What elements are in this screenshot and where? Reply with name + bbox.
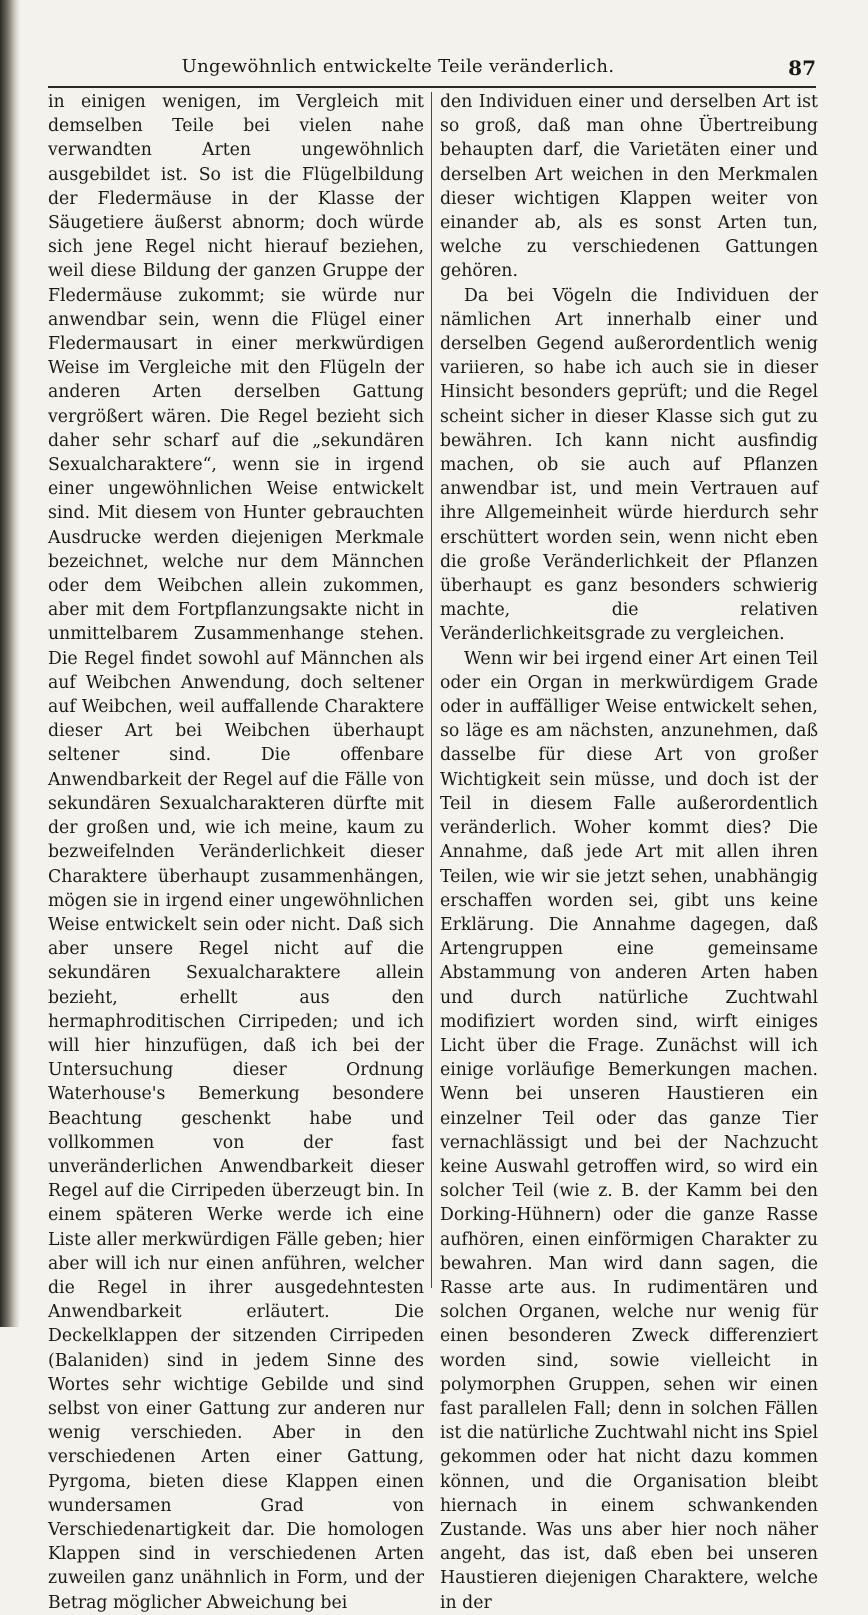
running-title: Ungewöhnlich entwickelte Teile veränderlich.	[181, 56, 615, 77]
page-number: 87	[788, 56, 816, 80]
paragraph: Da bei Vögeln die Individuen der nämlichen Art innerhalb einer und derselben Gegend außerordentlich wenig variieren, so habe ich auch sie in dieser Hinsicht besonders geprüft; und die Regel scheint sicher in dieser Klasse sich gut zu bewähren. Ich kann nicht ausfindig machen, ob sie auch auf Pflanzen anwendbar ist, und mein Vertrauen auf ihre Allgemeinheit würde hierdurch sehr erschüttert worden sein, wenn nicht eben die große Veränderlichkeit der Pflanzen überhaupt es ganz besonders schwierig machte, die relativen Veränderlichkeitsgrade zu vergleichen.	[440, 285, 818, 645]
paragraph: den Individuen einer und derselben Art ist so groß, daß man ohne Übertreibung behaupten darf, die Varietäten einer und derselben Art weichen in den Merkmalen dieser wichtigen Klappen weiter von einander ab, als es sonst Arten tun, welche zu verschiedenen Gattungen gehören.	[440, 92, 818, 282]
header-rule	[48, 86, 816, 88]
right-column	[440, 90, 818, 1613]
page-header	[40, 52, 816, 86]
paragraph: in einigen wenigen, im Vergleich mit demselben Teile bei vielen nahe verwandten Arten ungewöhnlich ausgebildet ist. So ist die Flügelbildung der Fledermäuse in der Klasse der Säugetiere äußerst abnorm; doch würde sich jene Regel nicht hierauf beziehen, weil diese Bildung der ganzen Gruppe der Fledermäuse zukommt; sie würde nur anwendbar sein, wenn die Flügel einer Fledermausart in einer merkwürdigen Weise im Vergleiche mit den Flügeln der anderen Arten derselben Gattung vergrößert wären. Die Regel bezieht sich daher sehr scharf auf die „sekundären Sexualcharaktere“, wenn sie in irgend einer ungewöhnlichen Weise entwickelt sind. Mit diesem von Hunter gebrauchten Ausdrucke werden diejenigen Merkmale bezeichnet, welche nur dem Männchen oder dem Weibchen allein zukommen, aber mit dem Fortpflanzungsakte nicht in unmittelbarem Zusammenhange stehen. Die Regel findet sowohl auf Männchen als auf Weibchen Anwendung, doch seltener auf Weibchen, weil auffallende Charaktere dieser Art bei Weibchen überhaupt seltener sind. Die offenbare Anwendbarkeit der Regel auf die Fälle von sekundären Sexualcharakteren dürfte mit der großen und, wie ich meine, kaum zu bezweifelnden Veränderlichkeit dieser Charaktere überhaupt zusammenhängen, mögen sie in irgend einer ungewöhnlichen Weise entwickelt sein oder nicht. Daß sich aber unsere Regel nicht auf die sekundären Sexualcharaktere allein bezieht, erhellt aus den hermaphroditischen Cirripeden; und ich will hier hinzufügen, daß ich bei der Untersuchung dieser Ordnung Waterhouse's Bemerkung besondere Beachtung geschenkt habe und vollkommen von der fast unveränderlichen Anwendbarkeit dieser Regel auf die Cirripeden überzeugt bin. In einem späteren Werke werde ich eine Liste aller merkwürdigen Fälle geben; hier aber will ich nur einen anführen, welcher die Regel in ihrer ausgedehntesten Anwendbarkeit erläutert. Die Deckelklappen der sitzenden Cirripeden (Balaniden) sind in jedem Sinne des Wortes sehr wichtige Gebilde und sind selbst von einer Gattung zur anderen nur wenig verschieden. Aber in den verschiedenen Arten einer Gattung, Pyrgoma, bieten diese Klappen einen wundersamen Grad von Verschiedenartigkeit dar. Die homologen Klappen sind in verschiedenen Arten zuweilen ganz unähnlich in Form, und der Betrag möglicher Abweichung bei	[48, 92, 424, 1613]
book-spine-shadow	[0, 0, 20, 1327]
left-column	[48, 90, 424, 1613]
column-divider	[431, 92, 432, 1288]
paragraph: Wenn wir bei irgend einer Art einen Teil oder ein Organ in merkwürdigem Grade oder in auffälliger Weise entwickelt sehen, so läge es am nächsten, anzunehmen, daß dasselbe für diese Art von großer Wichtigkeit sein müsse, und doch ist der Teil in diesem Falle außerordentlich veränderlich. Woher kommt dies? Die Annahme, daß jede Art mit allen ihren Teilen, wie wir sie jetzt sehen, unabhängig erschaffen worden sei, gibt uns keine Erklärung. Die Annahme dagegen, daß Artengruppen eine gemeinsame Abstammung von anderen Arten haben und durch natürliche Zuchtwahl modifiziert worden sind, wirft einiges Licht über die Frage. Zunächst will ich einige vorläufige Bemerkungen machen. Wenn bei unseren Haustieren ein einzelner Teil oder das ganze Tier vernachlässigt und bei der Nachzucht keine Auswahl getroffen wird, so wird ein solcher Teil (wie z. B. der Kamm bei den Dorking-Hühnern) oder die ganze Rasse aufhören, einen einförmigen Charakter zu bewahren. Man wird dann sagen, die Rasse arte aus. In rudimentären und solchen Organen, welche nur wenig für einen besonderen Zweck differenziert worden sind, sowie vielleicht in polymorphen Gruppen, sehen wir einen fast parallelen Fall; denn in solchen Fällen ist die natürliche Zuchtwahl nicht ins Spiel gekommen oder hat nicht dazu kommen können, und die Organisation bleibt hiernach in einem schwankenden Zustande. Was uns aber hier noch näher angeht, das ist, daß eben bei unseren Haustieren diejenigen Charaktere, welche in der	[440, 648, 818, 1613]
